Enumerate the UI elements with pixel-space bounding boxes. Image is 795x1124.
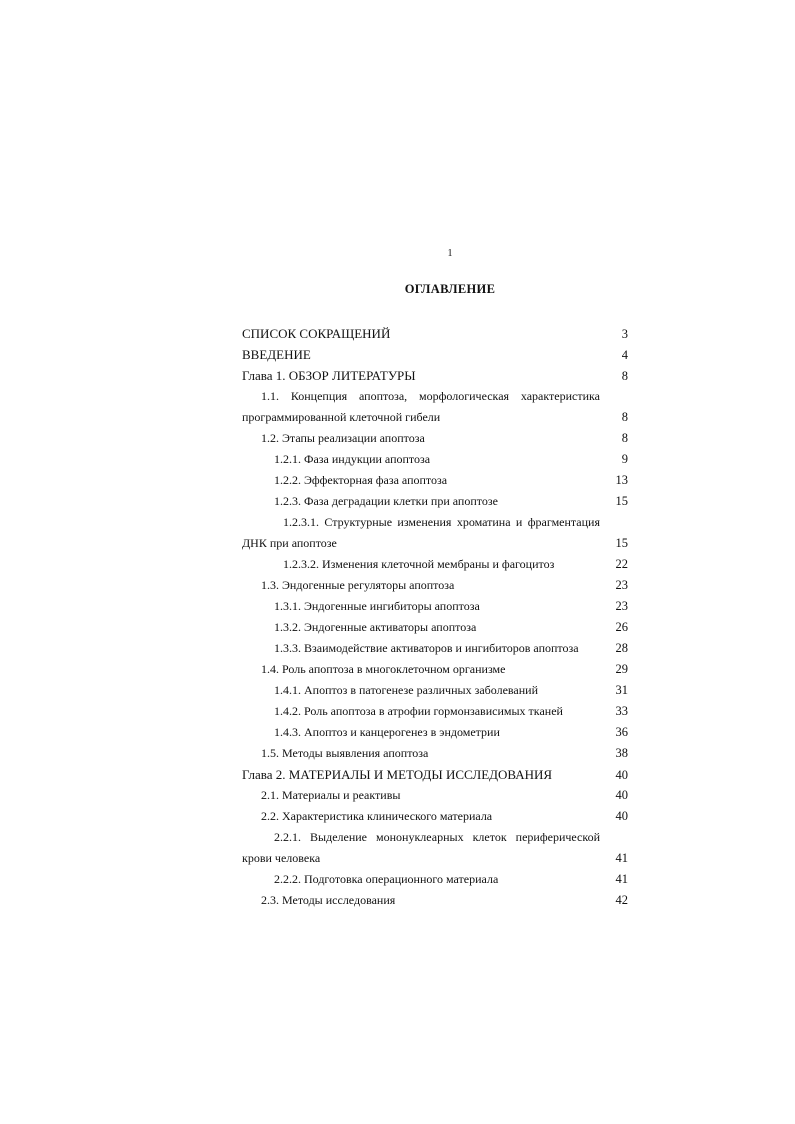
- toc-entry: [242, 473, 628, 491]
- toc-entry-text: 1.3.3. Взаимодействие активаторов и ингибиторов апоптоза: [274, 641, 579, 655]
- toc-entry: [242, 872, 628, 890]
- toc-entry-text: 1.2. Этапы реализации апоптоза: [261, 431, 425, 445]
- toc-entry-text: крови человека: [242, 851, 321, 865]
- toc-entry-page: 8: [621, 369, 628, 383]
- toc-entry: [242, 746, 628, 764]
- toc-entry: [242, 431, 628, 449]
- toc-entry-page: 36: [615, 725, 628, 739]
- toc-entry-text: программированной клеточной гибели: [242, 410, 441, 424]
- toc-entry-text: 2.2.1. Выделение мононуклеарных клеток периферической: [274, 830, 600, 844]
- toc-entry: [242, 704, 628, 722]
- toc-entry-page: 8: [621, 410, 628, 424]
- toc-entry: [242, 368, 628, 386]
- toc-entry-page: 22: [615, 557, 628, 571]
- toc-entry-text: 1.4.2. Роль апоптоза в атрофии гормонзависимых тканей: [274, 704, 563, 718]
- toc-entry-text: 1.4.3. Апоптоз и канцерогенез в эндометрии: [274, 725, 500, 739]
- toc-entry-page: 31: [615, 683, 628, 697]
- toc-entry-page: 23: [615, 599, 628, 613]
- toc-entry-text: 1.2.3. Фаза деградации клетки при апоптозе: [274, 494, 498, 508]
- toc-entry-page: 40: [615, 809, 628, 823]
- toc-entry: [242, 620, 628, 638]
- toc-title: ОГЛАВЛЕНИЕ: [404, 282, 496, 296]
- toc-entry-text: 1.2.2. Эффекторная фаза апоптоза: [274, 473, 448, 487]
- toc-entry-text: 2.1. Материалы и реактивы: [261, 788, 401, 802]
- toc-entry-page: 9: [621, 452, 628, 466]
- toc-entry: [242, 851, 628, 869]
- toc-entry-text: 1.1. Концепция апоптоза, морфологическая характеристика: [261, 389, 600, 403]
- toc-entry: [242, 557, 628, 575]
- toc-entry-text: 1.2.3.1. Структурные изменения хроматина и фрагментация: [283, 515, 600, 529]
- toc-entry-page: 40: [615, 768, 628, 782]
- toc-entry: [242, 599, 628, 617]
- toc-entry-page: 4: [621, 348, 628, 362]
- toc-entry-page: 41: [615, 851, 628, 865]
- toc-entry-page: 26: [615, 620, 628, 634]
- toc-entry: [242, 494, 628, 512]
- toc-entry-text: 1.4.1. Апоптоз в патогенезе различных заболеваний: [274, 683, 538, 697]
- toc-entry: [242, 725, 628, 743]
- toc-entry-text: 1.3.2. Эндогенные активаторы апоптоза: [274, 620, 477, 634]
- toc-entry: [242, 515, 628, 533]
- toc-entry: [242, 767, 628, 785]
- toc-entry-page: 41: [615, 872, 628, 886]
- toc-entry: [242, 662, 628, 680]
- toc-entry-page: 15: [615, 536, 628, 550]
- page-number: 1: [447, 248, 453, 259]
- toc-entry: [242, 830, 628, 848]
- toc-entry: [242, 893, 628, 911]
- toc-entry-page: 38: [615, 746, 628, 760]
- toc-entry-text: 2.2.2. Подготовка операционного материала: [274, 872, 499, 886]
- toc-entry-text: ДНК при апоптозе: [242, 536, 337, 550]
- toc-entry: [242, 809, 628, 827]
- toc-entry: [242, 326, 628, 344]
- toc-entry-page: 40: [615, 788, 628, 802]
- toc-entry-page: 13: [615, 473, 628, 487]
- toc-entry: [242, 641, 628, 659]
- toc-entry-text: 2.2. Характеристика клинического материала: [261, 809, 493, 823]
- toc-entry-page: 8: [621, 431, 628, 445]
- toc-entry-text: 1.3.1. Эндогенные ингибиторы апоптоза: [274, 599, 480, 613]
- toc-entry: [242, 452, 628, 470]
- toc-entry: [242, 347, 628, 365]
- toc-entry-text: 1.5. Методы выявления апоптоза: [261, 746, 429, 760]
- toc-entry-page: 23: [615, 578, 628, 592]
- toc-entry: [242, 536, 628, 554]
- toc-entry-text: 1.2.1. Фаза индукции апоптоза: [274, 452, 431, 466]
- toc-entry: [242, 578, 628, 596]
- toc-entry-page: 33: [615, 704, 628, 718]
- toc-entry-page: 28: [615, 641, 628, 655]
- toc-entry-text: 1.3. Эндогенные регуляторы апоптоза: [261, 578, 455, 592]
- toc-entry-page: 29: [615, 662, 628, 676]
- toc-entry-text: Глава 1. ОБЗОР ЛИТЕРАТУРЫ: [242, 368, 416, 383]
- toc-entry: [242, 389, 628, 407]
- toc-entry-text: ВВЕДЕНИЕ: [242, 347, 311, 362]
- toc-entry-text: Глава 2. МАТЕРИАЛЫ И МЕТОДЫ ИССЛЕДОВАНИЯ: [242, 767, 553, 782]
- toc-entry-text: 1.2.3.2. Изменения клеточной мембраны и фагоцитоз: [283, 557, 555, 571]
- toc-entry: [242, 683, 628, 701]
- toc-entry-text: 1.4. Роль апоптоза в многоклеточном организме: [261, 662, 506, 676]
- toc-entry-page: 42: [615, 893, 628, 907]
- toc-entry-text: СПИСОК СОКРАЩЕНИЙ: [242, 326, 391, 341]
- toc-entry: [242, 410, 628, 428]
- toc-entry-page: 3: [621, 327, 628, 341]
- toc-entry-page: 15: [615, 494, 628, 508]
- toc-entry-text: 2.3. Методы исследования: [261, 893, 396, 907]
- toc-entry: [242, 788, 628, 806]
